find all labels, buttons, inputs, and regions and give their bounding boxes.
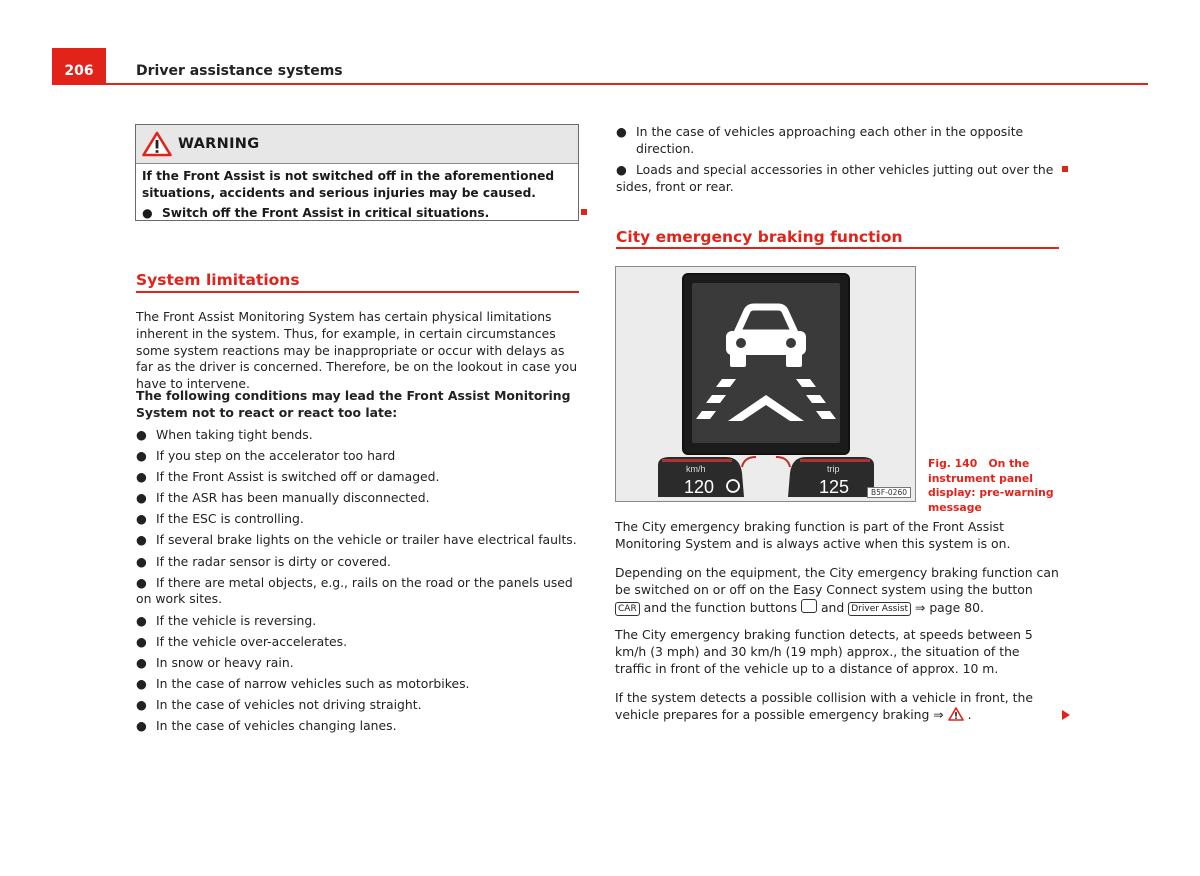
warning-triangle-icon (142, 131, 172, 157)
speed-value: 120 (684, 477, 715, 497)
front-assist-key-icon (801, 599, 817, 613)
figure-caption-text: On the instrument panel display: pre-warning message (928, 457, 1054, 514)
limitations-list (136, 427, 580, 735)
warning-body (136, 164, 578, 222)
driver-assist-key: Driver Assist (848, 602, 911, 616)
city-braking-para-4: If the system detects a possible collision with a vehicle in front, the vehicle prepares for a possible emergency braking ⇒ . (615, 690, 1033, 722)
figure-number: Fig. 140 (928, 457, 978, 470)
list-item: ● If the ESC is controlling. (136, 511, 304, 527)
warning-text: If the Front Assist is not switched off in the aforementioned situations, accidents and serious injuries may be caused. (142, 169, 555, 200)
list-item: ● If the radar sensor is dirty or covered. (136, 553, 391, 569)
instrument-cluster (656, 455, 876, 497)
warning-bullet (142, 205, 570, 222)
city-braking-para-2: Depending on the equipment, the City emergency braking function can be switched on or off on the Easy Connect system using the button CAR and the function buttons and Driver Assist ⇒ page 80. (615, 565, 1059, 615)
display-screen (682, 273, 850, 455)
city-braking-heading: City emergency braking function (616, 228, 903, 246)
city-braking-para-3: The City emergency braking function detects, at speeds between 5 km/h (3 mph) and 30 km/h (19 mph) approx., the situation of the traffic in front of the vehicle up to a distance of approx. 10 m. (615, 627, 1033, 676)
warning-title: WARNING (178, 135, 260, 152)
list-item: ● If several brake lights on the vehicle or trailer have electrical faults. (136, 532, 577, 548)
list-item: ● In the case of vehicles approaching each other in the opposite direction. (616, 124, 1024, 156)
list-item: ● If the Front Assist is switched off or damaged. (136, 469, 440, 485)
warning-header (136, 125, 578, 164)
system-limitations-heading: System limitations (136, 271, 300, 289)
figure-caption (928, 457, 1058, 515)
list-item: ● If you step on the accelerator too hard (136, 448, 396, 464)
warning-box (135, 124, 579, 221)
city-braking-para-1: The City emergency braking function is part of the Front Assist Monitoring System and is always active when this system is on. (615, 519, 1011, 551)
end-of-section-mark (581, 209, 587, 215)
list-item: ● If the ASR has been manually disconnected. (136, 490, 430, 506)
warning-bullet-text: Switch off the Front Assist in critical situations. (162, 206, 490, 221)
list-item: ● If the vehicle over-accelerates. (136, 633, 348, 649)
list-item: ● Loads and special accessories in other vehicles jutting out over the sides, front or rear. (616, 161, 1054, 194)
list-item: ● In the case of vehicles not driving straight. (136, 696, 422, 712)
bullet-dot: ● (142, 206, 153, 221)
warning-reference-icon (948, 707, 968, 722)
trip-value: 125 (819, 477, 850, 497)
list-item: ● In the case of vehicles changing lanes. (136, 718, 397, 734)
page-number: 206 (52, 48, 106, 83)
running-head: Driver assistance systems (136, 63, 343, 79)
heading-rule (136, 291, 579, 293)
conditions-lead: The following conditions may lead the Front Assist Monitoring System not to react or react too late: (136, 388, 571, 420)
figure-instrument-display (615, 266, 916, 502)
continue-arrow-icon (1062, 710, 1070, 720)
trip-label: trip (827, 464, 840, 474)
list-item: ● If the vehicle is reversing. (136, 612, 317, 628)
display-inner (692, 283, 840, 443)
end-of-section-mark (1062, 166, 1068, 172)
system-limitations-intro: The Front Assist Monitoring System has certain physical limitations inherent in the system. Thus, for example, in certain circumstances some system reactions may be inappropriate or occur with delays as far as the driver is concerned. Therefore, be on the lookout in case you have to intervene. (136, 309, 578, 392)
list-item: ● When taking tight bends. (136, 427, 313, 442)
speed-unit-label: km/h (686, 464, 706, 474)
list-item: ● If there are metal objects, e.g., rails on the road or the panels used on work sites. (136, 574, 573, 607)
car-collision-warning-icon (692, 283, 840, 443)
header-rule (52, 83, 1148, 85)
list-item: ● In snow or heavy rain. (136, 654, 294, 670)
figure-code: B5F-0260 (867, 487, 911, 498)
list-item: ● In the case of narrow vehicles such as motorbikes. (136, 675, 470, 691)
continued-list (616, 124, 1060, 195)
car-key: CAR (615, 602, 640, 616)
heading-rule (616, 247, 1059, 249)
